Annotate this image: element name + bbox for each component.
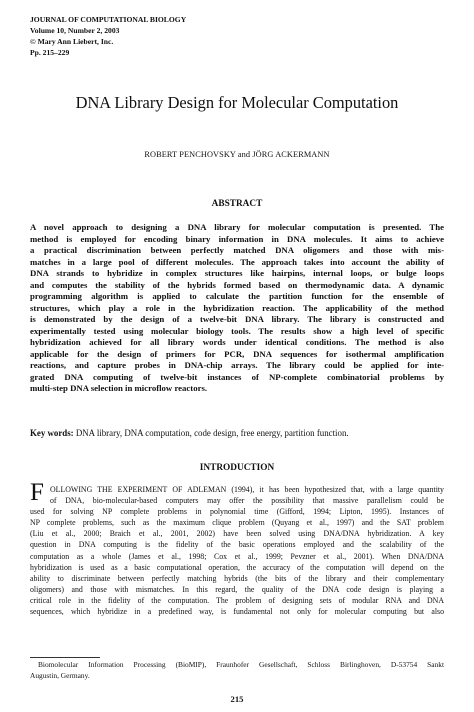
- abstract-line: hybridization achieved for all library words under identical conditions. The method is also: [30, 337, 444, 347]
- page-number: 215: [230, 694, 244, 704]
- abstract-line: programming algorithm is applied to calculate the partition function for the ensemble of: [30, 291, 444, 301]
- intro-line: sequences, which hybridize in a predefined way, is fundamental not only for molecular computing but also: [30, 607, 444, 617]
- abstract-line: method is employed for encoding binary information in DNA molecules. It aims to achieve: [30, 233, 444, 244]
- journal-volume: Volume 10, Number 2, 2003: [30, 26, 120, 35]
- intro-line: oligomers) and those with mismatches. In this regard, the quality of the DNA code design is playing a: [30, 584, 444, 594]
- paper-authors: ROBERT PENCHOVSKY and JÖRG ACKERMANN: [144, 150, 330, 159]
- paper-title: DNA Library Design for Molecular Computation: [75, 93, 399, 112]
- abstract-line: experimentally tested using molecular biology tools. The results show a high level of specific: [30, 325, 444, 336]
- abstract-line: reactions, and capture probes in DNA-chip arrays. The library could be applied for inte-: [30, 360, 444, 370]
- abstract-line: is demonstrated by the design of a twelve-bit DNA library. The library is constructed and: [30, 314, 444, 324]
- journal-name: JOURNAL OF COMPUTATIONAL BIOLOGY: [30, 15, 187, 24]
- keywords-label: Key words:: [30, 428, 74, 438]
- abstract-heading: ABSTRACT: [211, 199, 263, 209]
- intro-line: used for solving NP complete problems in polynomial time (Gifford, 1994; Lipton, 1995). Instances of: [30, 507, 444, 517]
- affiliation-footnote: [30, 660, 444, 681]
- intro-first-line-rest: (1994), it has been hypothesized that, with a large quantity: [226, 485, 444, 494]
- footnote-line: Biomolecular Information Processing (BioMIP), Fraunhofer Gesellschaft, Schloss Birlinghoven, D-53754 Sankt: [38, 660, 444, 669]
- abstract-line: applicable for the design of primers for PCR, DNA sequences for isothermal amplification: [30, 348, 444, 359]
- journal-copyright: © Mary Ann Liebert, Inc.: [30, 37, 114, 46]
- abstract-line: structures, which play a role in the hybridization reaction. The applicability of the method: [30, 302, 444, 313]
- intro-line: NP complete problems, such as the maximum clique problem (Quyang et al., 1997) and the SAT problem: [30, 518, 444, 528]
- abstract-line: DNA strands to hybridize in complex structures like hairpins, internal loops, or bulge loops: [30, 268, 444, 278]
- intro-first-line: [30, 484, 444, 495]
- intro-cited-author: ADLEMAN: [187, 485, 227, 494]
- intro-line: (Liu et al., 2000; Braich et al., 2001, 2002) have been solved using DNA/DNA hybridization. A key: [30, 529, 444, 539]
- abstract-line: A novel approach to designing a DNA library for molecular computation is presented. The: [30, 222, 444, 232]
- intro-line: ability to discriminate between perfectly matching hybrids (the bits of the library and their complementary: [30, 573, 444, 583]
- keywords: [30, 427, 450, 439]
- abstract-body: [30, 222, 444, 395]
- intro-line: critical role in the fidelity of the computation. The problem of designing sets of modular RNA and DNA: [30, 595, 444, 605]
- journal-info: [30, 14, 186, 58]
- abstract-line: and computes the stability of the hybrids formed based on thermodynamic data. A dynamic: [30, 279, 444, 290]
- footnote-rule: [30, 657, 100, 658]
- abstract-line: a practical discrimination between perfectly matched DNA oligomers and those with mis-: [30, 245, 444, 255]
- introduction-body: [30, 484, 444, 617]
- abstract-line: matches in a large pool of different molecules. The approach takes into account the ability of: [30, 256, 444, 267]
- introduction-heading: INTRODUCTION: [199, 463, 275, 473]
- footnote-line: Augustin, Germany.: [30, 670, 90, 680]
- keywords-text: DNA library, DNA computation, code design, free energy, partition function.: [75, 428, 349, 438]
- abstract-line: grated DNA computing of twelve-bit instances of NP-complete combinatorial problems by: [30, 371, 444, 382]
- abstract-line: multi-step DNA selection in microflow reactors.: [30, 383, 208, 393]
- intro-line: question in DNA computing is the fidelity of the basic operations employed and the scalability of the: [30, 540, 444, 550]
- intro-smallcaps: OLLOWING THE EXPERIMENT OF: [50, 485, 188, 494]
- intro-line: of DNA, bio-molecular-based computers may offer the possibility that massive parallelism could be: [50, 496, 444, 506]
- intro-line: hybridization is used as a basic computational operation, the accuracy of the computation will depend on the: [30, 562, 444, 572]
- intro-line: computation as a whole (James et al., 1998; Cox et al., 1999; Pevzner et al., 2001). When DNA/DNA: [30, 551, 444, 561]
- drop-cap: F: [30, 479, 44, 506]
- journal-pages: Pp. 215–229: [30, 48, 70, 57]
